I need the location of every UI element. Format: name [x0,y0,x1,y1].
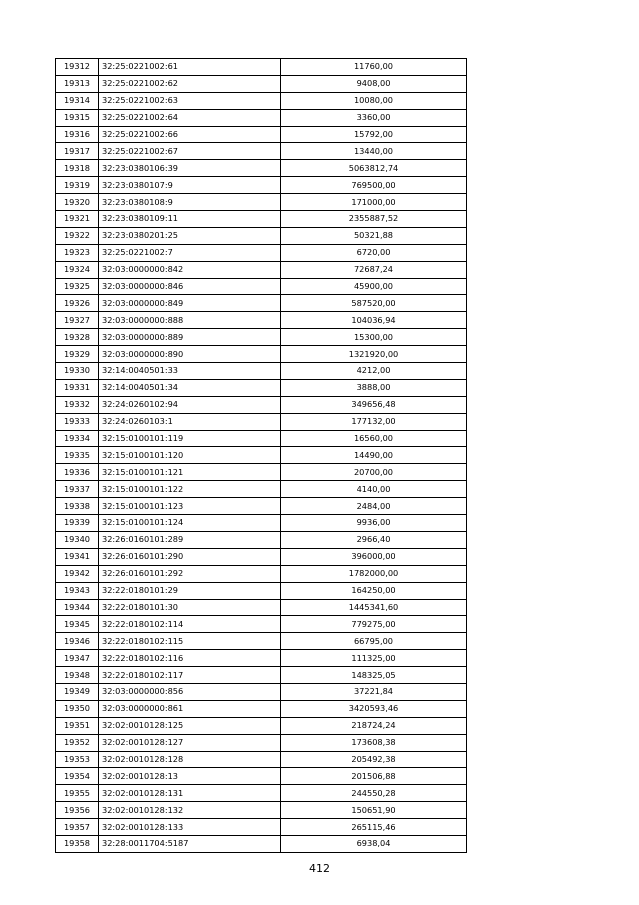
row-number-cell: 19337 [56,481,99,498]
row-number-cell: 19338 [56,498,99,515]
row-number-cell: 19312 [56,59,99,76]
table-row [56,211,467,228]
row-number-cell: 19335 [56,447,99,464]
table-row [56,312,467,329]
row-number-cell: 19333 [56,413,99,430]
cadastral-number-cell: 32:25:0221002:67 [99,143,281,160]
table-row [56,667,467,684]
table-row [56,548,467,565]
table-row [56,379,467,396]
row-number-cell: 19313 [56,75,99,92]
table-row [56,92,467,109]
table-row [56,481,467,498]
row-number-cell: 19349 [56,683,99,700]
cadastral-number-cell: 32:22:0180101:29 [99,582,281,599]
table-row [56,751,467,768]
row-number-cell: 19315 [56,109,99,126]
cadastral-number-cell: 32:03:0000000:861 [99,700,281,717]
cadastral-value-cell: 9408,00 [281,75,467,92]
table-row [56,582,467,599]
row-number-cell: 19329 [56,346,99,363]
row-number-cell: 19334 [56,430,99,447]
cadastral-value-cell: 244550,28 [281,785,467,802]
table-row [56,835,467,852]
cadastral-value-cell: 587520,00 [281,295,467,312]
cadastral-number-cell: 32:03:0000000:842 [99,261,281,278]
table-row [56,633,467,650]
cadastral-value-cell: 104036,94 [281,312,467,329]
row-number-cell: 19332 [56,396,99,413]
cadastral-value-cell: 15792,00 [281,126,467,143]
cadastral-value-cell: 6938,04 [281,835,467,852]
cadastral-value-cell: 11760,00 [281,59,467,76]
cadastral-value-cell: 5063812,74 [281,160,467,177]
cadastral-value-cell: 6720,00 [281,244,467,261]
cadastral-value-cell: 265115,46 [281,819,467,836]
table-row [56,244,467,261]
cadastral-number-cell: 32:15:0100101:120 [99,447,281,464]
cadastral-value-cell: 10080,00 [281,92,467,109]
cadastral-value-cell: 3420593,46 [281,700,467,717]
cadastral-value-cell: 218724,24 [281,717,467,734]
row-number-cell: 19325 [56,278,99,295]
cadastral-value-cell: 3360,00 [281,109,467,126]
cadastral-value-cell: 173608,38 [281,734,467,751]
cadastral-number-cell: 32:15:0100101:121 [99,464,281,481]
cadastral-number-cell: 32:03:0000000:889 [99,329,281,346]
cadastral-value-cell: 201506,88 [281,768,467,785]
row-number-cell: 19356 [56,802,99,819]
cadastral-number-cell: 32:24:0260102:94 [99,396,281,413]
row-number-cell: 19336 [56,464,99,481]
table-body [56,59,467,853]
table-row [56,531,467,548]
row-number-cell: 19353 [56,751,99,768]
cadastral-value-cell: 111325,00 [281,650,467,667]
cadastral-number-cell: 32:03:0000000:888 [99,312,281,329]
cadastral-value-cell: 164250,00 [281,582,467,599]
table-row [56,194,467,211]
table-row [56,363,467,380]
table-row [56,717,467,734]
table-row [56,126,467,143]
table-row [56,329,467,346]
table-row [56,447,467,464]
row-number-cell: 19346 [56,633,99,650]
cadastral-value-cell: 150651,90 [281,802,467,819]
row-number-cell: 19347 [56,650,99,667]
cadastral-number-cell: 32:03:0000000:890 [99,346,281,363]
cadastral-value-table [55,58,467,853]
row-number-cell: 19322 [56,227,99,244]
row-number-cell: 19345 [56,616,99,633]
row-number-cell: 19357 [56,819,99,836]
cadastral-number-cell: 32:22:0180102:117 [99,667,281,684]
table-row [56,160,467,177]
table-row [56,75,467,92]
row-number-cell: 19342 [56,565,99,582]
cadastral-value-cell: 45900,00 [281,278,467,295]
cadastral-number-cell: 32:26:0160101:290 [99,548,281,565]
cadastral-number-cell: 32:25:0221002:61 [99,59,281,76]
cadastral-number-cell: 32:25:0221002:7 [99,244,281,261]
table-row [56,700,467,717]
table-row [56,599,467,616]
table-row [56,515,467,532]
table-row [56,565,467,582]
row-number-cell: 19331 [56,379,99,396]
cadastral-value-cell: 14490,00 [281,447,467,464]
table-row [56,346,467,363]
row-number-cell: 19341 [56,548,99,565]
row-number-cell: 19358 [56,835,99,852]
table-row [56,498,467,515]
cadastral-value-cell: 16560,00 [281,430,467,447]
cadastral-number-cell: 32:02:0010128:133 [99,819,281,836]
row-number-cell: 19354 [56,768,99,785]
row-number-cell: 19344 [56,599,99,616]
row-number-cell: 19317 [56,143,99,160]
row-number-cell: 19340 [56,531,99,548]
row-number-cell: 19318 [56,160,99,177]
row-number-cell: 19351 [56,717,99,734]
cadastral-number-cell: 32:03:0000000:856 [99,683,281,700]
table-row [56,819,467,836]
cadastral-value-cell: 396000,00 [281,548,467,565]
cadastral-number-cell: 32:25:0221002:66 [99,126,281,143]
cadastral-number-cell: 32:03:0000000:846 [99,278,281,295]
table-row [56,227,467,244]
row-number-cell: 19339 [56,515,99,532]
row-number-cell: 19326 [56,295,99,312]
cadastral-value-cell: 205492,38 [281,751,467,768]
table-row [56,295,467,312]
cadastral-number-cell: 32:23:0380109:11 [99,211,281,228]
cadastral-value-cell: 171000,00 [281,194,467,211]
table-row [56,59,467,76]
cadastral-value-cell: 1321920,00 [281,346,467,363]
row-number-cell: 19348 [56,667,99,684]
cadastral-number-cell: 32:02:0010128:131 [99,785,281,802]
cadastral-number-cell: 32:14:0040501:33 [99,363,281,380]
row-number-cell: 19352 [56,734,99,751]
cadastral-number-cell: 32:02:0010128:128 [99,751,281,768]
table-row [56,768,467,785]
cadastral-number-cell: 32:28:0011704:5187 [99,835,281,852]
table-row [56,785,467,802]
cadastral-number-cell: 32:02:0010128:127 [99,734,281,751]
cadastral-value-cell: 1445341,60 [281,599,467,616]
table-row [56,430,467,447]
table-row [56,278,467,295]
row-number-cell: 19350 [56,700,99,717]
row-number-cell: 19323 [56,244,99,261]
table-row [56,396,467,413]
cadastral-value-cell: 50321,88 [281,227,467,244]
cadastral-number-cell: 32:26:0160101:289 [99,531,281,548]
cadastral-number-cell: 32:02:0010128:125 [99,717,281,734]
cadastral-value-cell: 779275,00 [281,616,467,633]
cadastral-number-cell: 32:26:0160101:292 [99,565,281,582]
cadastral-value-cell: 20700,00 [281,464,467,481]
table-row [56,464,467,481]
row-number-cell: 19324 [56,261,99,278]
table-row [56,616,467,633]
cadastral-number-cell: 32:25:0221002:63 [99,92,281,109]
table-row [56,261,467,278]
cadastral-value-cell: 9936,00 [281,515,467,532]
cadastral-value-cell: 3888,00 [281,379,467,396]
table-row [56,650,467,667]
table-row [56,413,467,430]
cadastral-value-cell: 13440,00 [281,143,467,160]
cadastral-number-cell: 32:22:0180101:30 [99,599,281,616]
cadastral-value-cell: 148325,05 [281,667,467,684]
cadastral-value-cell: 2966,40 [281,531,467,548]
cadastral-value-cell: 2484,00 [281,498,467,515]
table-row [56,177,467,194]
cadastral-value-cell: 4140,00 [281,481,467,498]
cadastral-value-cell: 66795,00 [281,633,467,650]
cadastral-value-cell: 177132,00 [281,413,467,430]
cadastral-value-cell: 15300,00 [281,329,467,346]
cadastral-number-cell: 32:02:0010128:132 [99,802,281,819]
cadastral-number-cell: 32:14:0040501:34 [99,379,281,396]
cadastral-number-cell: 32:23:0380107:9 [99,177,281,194]
row-number-cell: 19321 [56,211,99,228]
cadastral-value-cell: 349656,48 [281,396,467,413]
cadastral-number-cell: 32:23:0380201:25 [99,227,281,244]
cadastral-value-cell: 1782000,00 [281,565,467,582]
table-row [56,802,467,819]
row-number-cell: 19316 [56,126,99,143]
cadastral-value-cell: 37221,84 [281,683,467,700]
row-number-cell: 19320 [56,194,99,211]
row-number-cell: 19319 [56,177,99,194]
cadastral-value-cell: 4212,00 [281,363,467,380]
cadastral-number-cell: 32:15:0100101:122 [99,481,281,498]
cadastral-value-cell: 769500,00 [281,177,467,194]
cadastral-number-cell: 32:25:0221002:62 [99,75,281,92]
cadastral-number-cell: 32:15:0100101:123 [99,498,281,515]
cadastral-number-cell: 32:03:0000000:849 [99,295,281,312]
cadastral-number-cell: 32:22:0180102:116 [99,650,281,667]
cadastral-number-cell: 32:15:0100101:124 [99,515,281,532]
row-number-cell: 19327 [56,312,99,329]
cadastral-number-cell: 32:22:0180102:114 [99,616,281,633]
cadastral-number-cell: 32:24:0260103:1 [99,413,281,430]
cadastral-value-cell: 2355887,52 [281,211,467,228]
cadastral-number-cell: 32:02:0010128:13 [99,768,281,785]
cadastral-number-cell: 32:23:0380106:39 [99,160,281,177]
row-number-cell: 19328 [56,329,99,346]
row-number-cell: 19330 [56,363,99,380]
cadastral-number-cell: 32:22:0180102:115 [99,633,281,650]
page-number: 412 [309,862,330,875]
row-number-cell: 19355 [56,785,99,802]
row-number-cell: 19314 [56,92,99,109]
cadastral-number-cell: 32:25:0221002:64 [99,109,281,126]
cadastral-value-cell: 72687,24 [281,261,467,278]
table-row [56,683,467,700]
row-number-cell: 19343 [56,582,99,599]
cadastral-number-cell: 32:23:0380108:9 [99,194,281,211]
table-row [56,143,467,160]
cadastral-number-cell: 32:15:0100101:119 [99,430,281,447]
table-row [56,734,467,751]
table-row [56,109,467,126]
